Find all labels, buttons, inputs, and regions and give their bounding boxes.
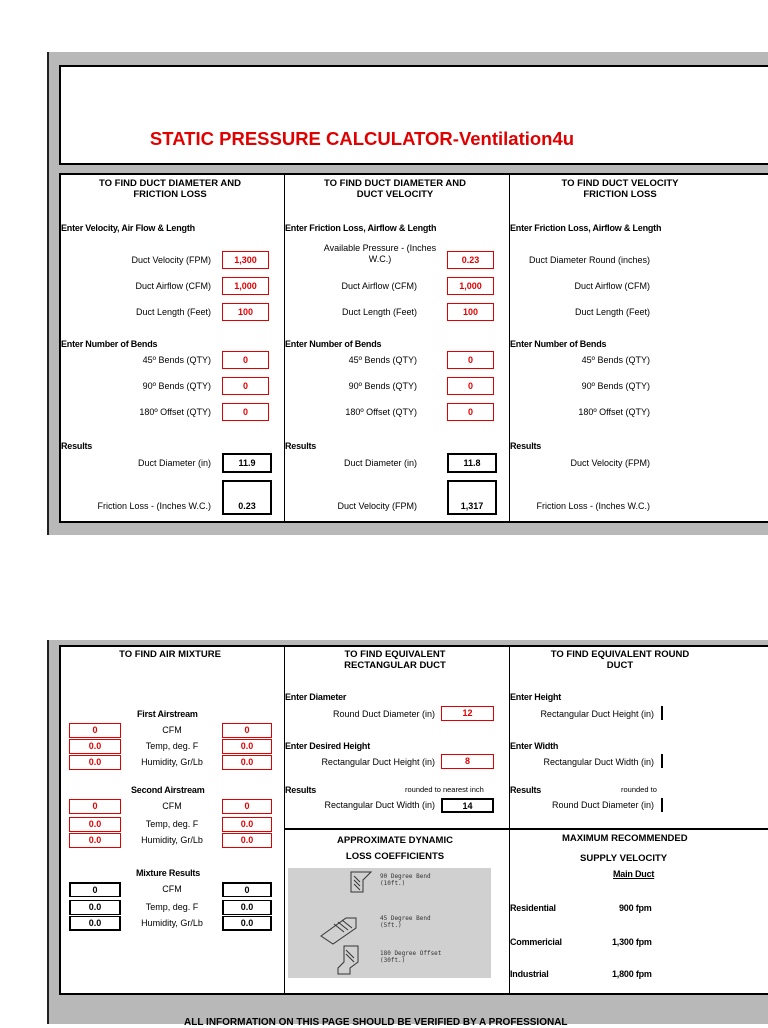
mix-second-humidity-label: Humidity, Gr/Lb [141,835,203,845]
col1-bend45-label: 45º Bends (QTY) [142,355,211,365]
col2-section-input: Enter Friction Loss, Airflow & Length [285,223,437,233]
mix-result-title: Mixture Results [136,868,201,878]
rect-rounded-note: rounded to nearest inch [405,785,484,794]
col2-pressure-input[interactable]: 0.23 [447,251,494,269]
rect-height-label: Rectangular Duct Height (in) [321,757,435,767]
col2-header: TO FIND DUCT DIAMETER AND DUCT VELOCITY [324,178,466,200]
col3-section-bends: Enter Number of Bends [510,339,607,349]
col3-header: TO FIND DUCT VELOCITY FRICTION LOSS [561,178,679,200]
maxvel-main-duct: Main Duct [613,869,655,879]
col1-bend90-label: 90º Bends (QTY) [142,381,211,391]
col2-bend90-label: 90º Bends (QTY) [348,381,417,391]
col1-velocity-input[interactable]: 1,300 [222,251,269,269]
maxvel-residential-label: Residential [510,903,556,913]
col1-friction-label: Friction Loss - (Inches W.C.) [97,501,211,511]
round-diameter-output-edge [661,798,663,812]
rect-enter-height: Enter Desired Height [285,741,371,751]
col1-bend45-input[interactable]: 0 [222,351,269,369]
col2-length-label: Duct Length (Feet) [341,307,417,317]
col2-pressure-label: Available Pressure - (Inches W.C.) [323,243,437,264]
maxvel-commercial-label: Commericial [510,937,562,947]
maxvel-commercial-value: 1,300 fpm [612,937,652,947]
mix-second-title: Second Airstream [131,785,205,795]
col2-offset180-input[interactable]: 0 [447,403,494,421]
rect-diameter-label: Round Duct Diameter (in) [332,709,435,719]
col1-offset180-input[interactable]: 0 [222,403,269,421]
mix-result-temp-right: 0.0 [222,900,272,915]
mix-first-temp-left[interactable]: 0.0 [69,739,121,754]
maxvel-industrial-value: 1,800 fpm [612,969,652,979]
rect-width-output: 14 [441,798,494,813]
col2-velocity-output: 1,317 [447,480,497,515]
footer-disclaimer: ALL INFORMATION ON THIS PAGE SHOULD BE VERIFIED BY A PROFESSIONAL [184,1017,568,1028]
col1-diameter-output: 11.9 [222,453,272,473]
col1-bend90-input[interactable]: 0 [222,377,269,395]
col2-bend90-input[interactable]: 0 [447,377,494,395]
mix-result-cfm-left: 0 [69,882,121,897]
round-width-label: Rectangular Duct Width (in) [543,757,654,767]
mix-result-temp-label: Temp, deg. F [145,902,199,912]
round-height-label: Rectangular Duct Height (in) [540,709,654,719]
col3-offset180-label: 180º Offset (QTY) [578,407,650,417]
col2-airflow-input[interactable]: 1,000 [447,277,494,295]
mix-second-cfm-right[interactable]: 0 [222,799,272,814]
mix-result-temp-left: 0.0 [69,900,121,915]
mix-first-humidity-right[interactable]: 0.0 [222,755,272,770]
col2-section-results: Results [285,441,317,451]
col1-section-input: Enter Velocity, Air Flow & Length [61,223,195,233]
top-panel-left-border [47,52,49,535]
col3-section-results: Results [510,441,542,451]
mix-result-humidity-right: 0.0 [222,916,272,931]
col1-airflow-input[interactable]: 1,000 [222,277,269,295]
mix-first-humidity-left[interactable]: 0.0 [69,755,121,770]
col1-section-bends: Enter Number of Bends [61,339,158,349]
mix-second-temp-right[interactable]: 0.0 [222,817,272,832]
rect-header: TO FIND EQUIVALENT RECTANGULAR DUCT [344,649,446,671]
col1-friction-output: 0.23 [222,480,272,515]
mix-first-title: First Airstream [137,709,198,719]
col3-airflow-label: Duct Airflow (CFM) [574,281,650,291]
mix-result-humidity-left: 0.0 [69,916,121,931]
mix-second-cfm-left[interactable]: 0 [69,799,121,814]
rect-diameter-input[interactable]: 12 [441,706,494,721]
maxvel-residential-value: 900 fpm [619,903,652,913]
rect-width-label: Rectangular Duct Width (in) [324,800,435,810]
col3-section-input: Enter Friction Loss, Airflow & Length [510,223,662,233]
mix-first-temp-right[interactable]: 0.0 [222,739,272,754]
col3-diameter-round-label: Duct Diameter Round (inches) [528,255,650,265]
col1-length-input[interactable]: 100 [222,303,269,321]
col2-bend45-input[interactable]: 0 [447,351,494,369]
mix-second-humidity-right[interactable]: 0.0 [222,833,272,848]
col3-velocity-label: Duct Velocity (FPM) [570,458,650,468]
col1-length-label: Duct Length (Feet) [135,307,211,317]
dyn-header-2: LOSS COEFFICIENTS [345,851,445,862]
round-width-input-edge[interactable] [661,754,663,768]
maxvel-header-2: SUPPLY VELOCITY [580,853,668,864]
rect-enter-diameter: Enter Diameter [285,692,347,702]
round-results: Results [510,785,542,795]
col3-friction-label: Friction Loss - (Inches W.C.) [536,501,650,511]
round-enter-height: Enter Height [510,692,562,702]
col1-header: TO FIND DUCT DIAMETER AND FRICTION LOSS [99,178,241,200]
page-title: STATIC PRESSURE CALCULATOR-Ventilation4u [149,128,575,149]
col2-section-bends: Enter Number of Bends [285,339,382,349]
col3-bend90-label: 90º Bends (QTY) [581,381,650,391]
round-enter-width: Enter Width [510,741,559,751]
round-diameter-label: Round Duct Diameter (in) [551,800,654,810]
mix-second-temp-left[interactable]: 0.0 [69,817,121,832]
col3-length-label: Duct Length (Feet) [574,307,650,317]
mix-result-cfm-right: 0 [222,882,272,897]
mix-first-temp-label: Temp, deg. F [145,741,199,751]
lower-horizontal-divider [284,828,768,830]
bend-180-caption: 180 Degree Offset (30ft.) [380,950,442,964]
bend-90-caption: 90 Degree Bend (10ft.) [380,873,431,887]
col2-velocity-label: Duct Velocity (FPM) [337,501,417,511]
bottom-panel-left-border [47,640,49,1024]
col3-bend45-label: 45º Bends (QTY) [581,355,650,365]
round-height-input-edge[interactable] [661,706,663,720]
round-rounded-note: rounded to [621,785,657,794]
bend-diagram-image [288,868,491,978]
col2-diameter-label: Duct Diameter (in) [343,458,417,468]
mix-second-humidity-left[interactable]: 0.0 [69,833,121,848]
maxvel-industrial-label: Industrial [510,969,549,979]
col2-diameter-output: 11.8 [447,453,497,473]
mix-first-cfm-right[interactable]: 0 [222,723,272,738]
col1-diameter-label: Duct Diameter (in) [137,458,211,468]
title-box [59,65,768,165]
mix-result-cfm-label: CFM [162,884,182,894]
mix-result-humidity-label: Humidity, Gr/Lb [141,918,203,928]
col2-airflow-label: Duct Airflow (CFM) [341,281,417,291]
rect-results: Results [285,785,317,795]
rect-height-input[interactable]: 8 [441,754,494,769]
dyn-header-1: APPROXIMATE DYNAMIC [337,835,453,846]
mix-second-cfm-label: CFM [162,801,182,811]
mix-first-cfm-label: CFM [162,725,182,735]
bend-45-caption: 45 Degree Bend (5ft.) [380,915,431,929]
mix-first-cfm-left[interactable]: 0 [69,723,121,738]
mix-first-humidity-label: Humidity, Gr/Lb [141,757,203,767]
round-header: TO FIND EQUIVALENT ROUND DUCT [550,649,690,671]
maxvel-header-1: MAXIMUM RECOMMENDED [562,833,688,844]
mix-second-temp-label: Temp, deg. F [145,819,199,829]
mix-header: TO FIND AIR MIXTURE [119,649,221,660]
col2-bend45-label: 45º Bends (QTY) [348,355,417,365]
col1-section-results: Results [61,441,93,451]
col1-airflow-label: Duct Airflow (CFM) [135,281,211,291]
col1-offset180-label: 180º Offset (QTY) [139,407,211,417]
col2-offset180-label: 180º Offset (QTY) [345,407,417,417]
col1-velocity-label: Duct Velocity (FPM) [131,255,211,265]
col2-length-input[interactable]: 100 [447,303,494,321]
